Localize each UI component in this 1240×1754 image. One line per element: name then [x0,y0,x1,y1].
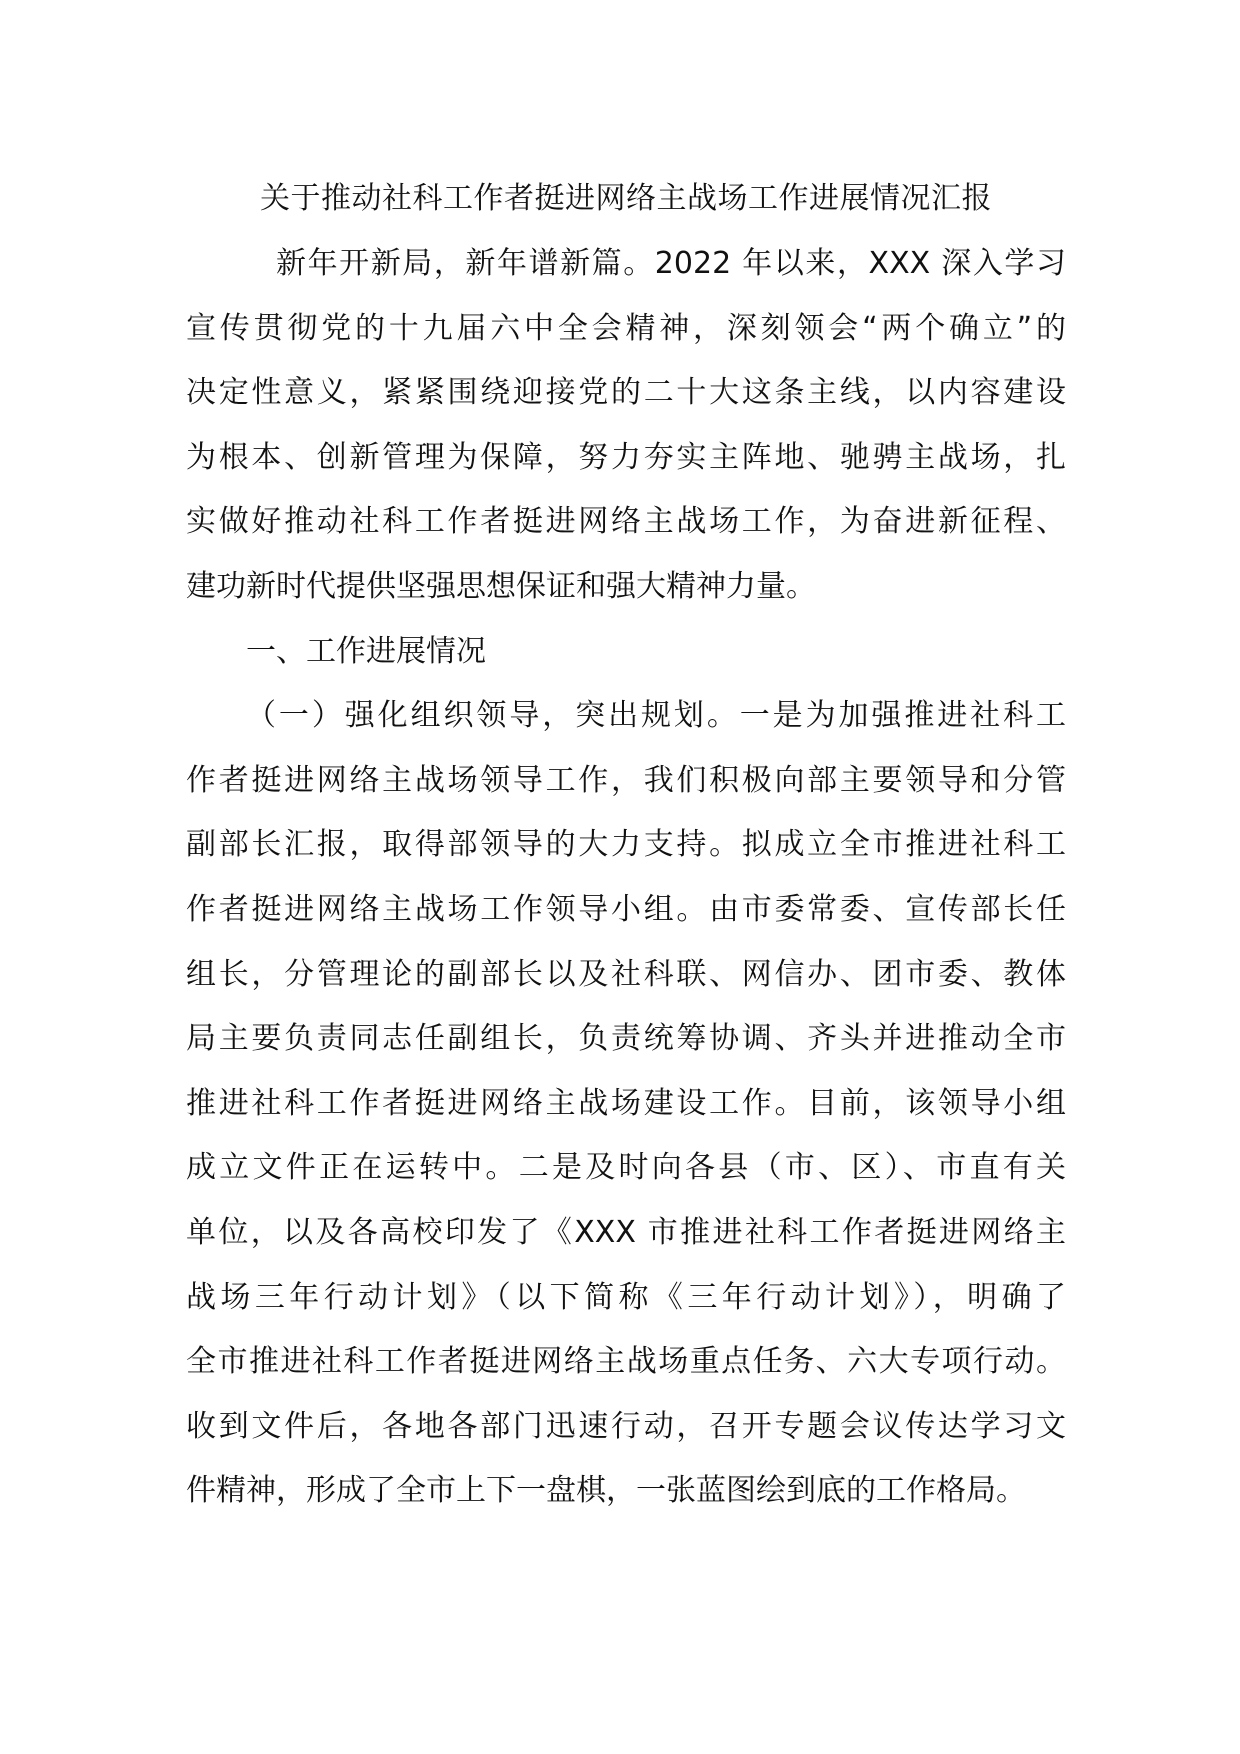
paragraph-line: 全市推进社科工作者挺进网络主战场重点任务、六大专项行动。 [186,1344,1066,1380]
paragraph-line: 决定性意义，紧紧围绕迎接党的二十大这条主线，以内容建设 [186,375,1066,411]
paragraph-line: 作者挺进网络主战场领导工作，我们积极向部主要领导和分管 [186,762,1066,798]
paragraph-line: 件精神，形成了全市上下一盘棋，一张蓝图绘到底的工作格局。 [186,1473,1026,1509]
paragraph-line: （一）强化组织领导，突出规划。一是为加强推进社科工 [246,698,1066,734]
paragraph-line: 推进社科工作者挺进网络主战场建设工作。目前，该领导小组 [186,1085,1066,1121]
paragraph-line: 建功新时代提供坚强思想保证和强大精神力量。 [186,568,816,604]
paragraph-line: 局主要负责同志任副组长，负责统筹协调、齐头并进推动全市 [186,1021,1066,1057]
document-body [186,170,1066,1524]
paragraph-line: 新年开新局，新年谱新篇。2022 年以来，XXX 深入学习 [276,246,1066,281]
paragraph-section-1 [186,684,1066,1524]
paragraph-line: 战场三年行动计划》（以下简称《三年行动计划》），明确了 [186,1279,1066,1315]
paragraph-line: 宣传贯彻党的十九届六中全会精神，深刻领会“两个确立”的 [186,310,1066,346]
paragraph-line: 单位，以及各高校印发了《XXX 市推进社科工作者挺进网络主 [186,1214,1066,1250]
paragraph-line: 为根本、创新管理为保障，努力夯实主阵地、驰骋主战场，扎 [186,439,1066,475]
paragraph-line: 成立文件正在运转中。二是及时向各县（市、区）、市直有关 [186,1150,1066,1186]
paragraph-intro [186,232,1066,620]
paragraph-line: 组长，分管理论的副部长以及社科联、网信办、团市委、教体 [186,956,1066,992]
paragraph-line: 作者挺进网络主战场工作领导小组。由市委常委、宣传部长任 [186,891,1066,927]
paragraph-line: 副部长汇报，取得部领导的大力支持。拟成立全市推进社科工 [186,827,1066,863]
paragraph-line: 实做好推动社科工作者挺进网络主战场工作，为奋进新征程、 [186,504,1066,540]
section-heading: 一、工作进展情况 [246,633,486,669]
paragraph-line: 收到文件后，各地各部门迅速行动，召开专题会议传达学习文 [186,1408,1066,1444]
document-title: 关于推动社科工作者挺进网络主战场工作进展情况汇报 [260,181,992,216]
